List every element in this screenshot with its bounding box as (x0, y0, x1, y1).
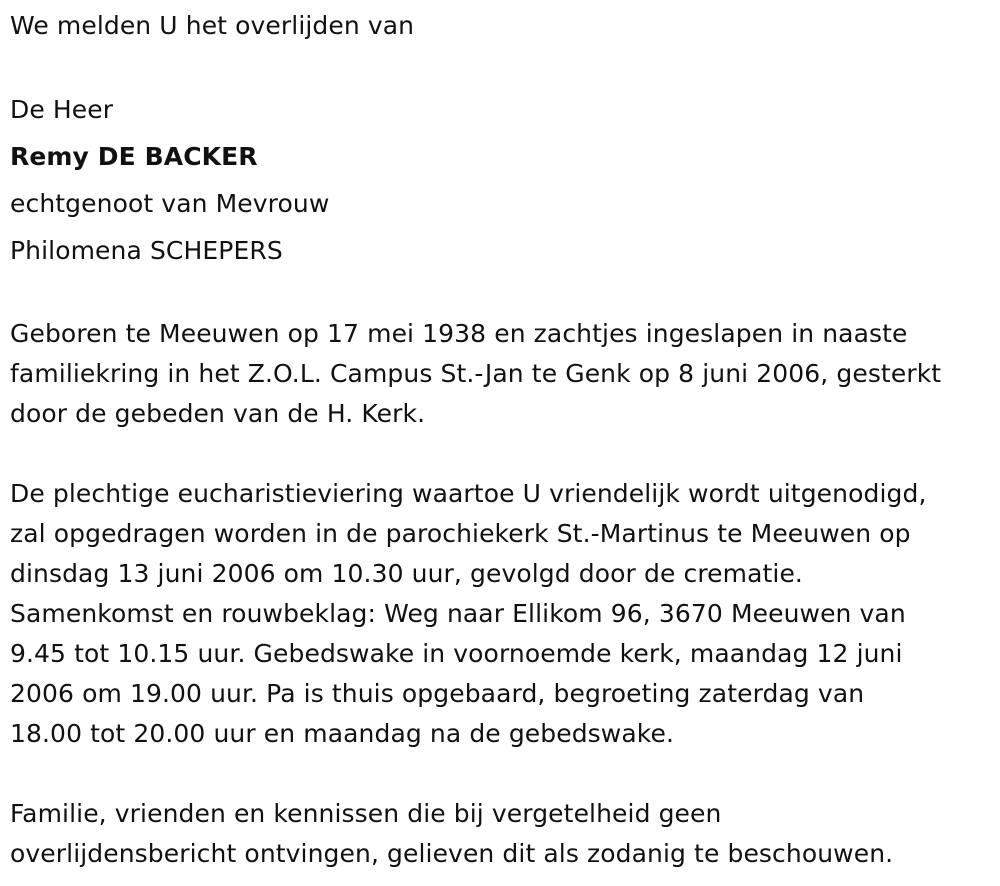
deceased-name: Remy DE BACKER (10, 142, 258, 171)
announcement-intro: We melden U het overlijden van (10, 11, 415, 40)
section-spacer (10, 46, 990, 86)
closing-paragraph (10, 794, 990, 874)
birth-death-line: Geboren te Meeuwen op 17 mei 1938 en zachtjes ingeslapen in naaste (10, 319, 908, 348)
ceremony-line: 18.00 tot 20.00 uur en maandag na de gebedswake. (10, 719, 674, 748)
spouse-label: echtgenoot van Mevrouw (10, 189, 330, 218)
ceremony-line: De plechtige eucharistieviering waartoe U vriendelijk wordt uitgenodigd, (10, 479, 927, 508)
deceased-title: De Heer (10, 95, 114, 124)
ceremony-line: zal opgedragen worden in de parochiekerk St.-Martinus te Meeuwen op (10, 519, 911, 548)
closing-line: Familie, vrienden en kennissen die bij vergetelheid geen (10, 799, 722, 828)
section-spacer (10, 274, 990, 314)
ceremony-line: Samenkomst en rouwbeklag: Weg naar Ellikom 96, 3670 Meeuwen van (10, 599, 906, 628)
closing-line: overlijdensbericht ontvingen, gelieven dit als zodanig te beschouwen. (10, 839, 894, 868)
ceremony-line: 9.45 tot 10.15 uur. Gebedswake in voornoemde kerk, maandag 12 juni (10, 639, 903, 668)
birth-death-paragraph (10, 314, 990, 434)
section-spacer (10, 434, 990, 474)
spouse-name: Philomena SCHEPERS (10, 236, 283, 265)
section-spacer (10, 754, 990, 794)
ceremony-line: dinsdag 13 juni 2006 om 10.30 uur, gevolgd door de crematie. (10, 559, 803, 588)
ceremony-paragraph (10, 474, 990, 754)
birth-death-line: door de gebeden van de H. Kerk. (10, 399, 426, 428)
ceremony-line: 2006 om 19.00 uur. Pa is thuis opgebaard, begroeting zaterdag van (10, 679, 865, 708)
birth-death-line: familiekring in het Z.O.L. Campus St.-Jan te Genk op 8 juni 2006, gesterkt (10, 359, 942, 388)
